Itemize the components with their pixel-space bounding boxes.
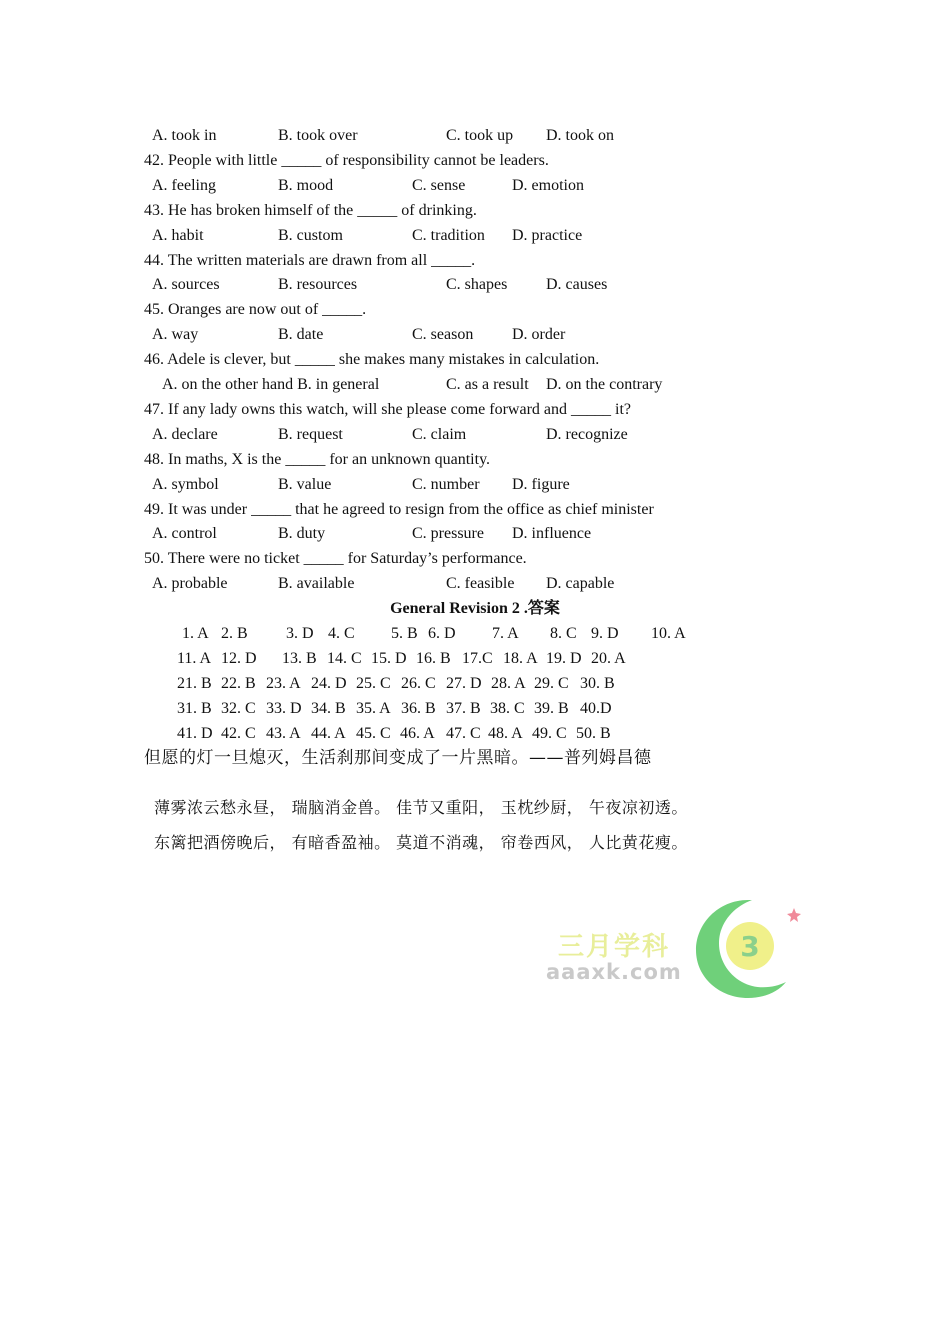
answer-item: 13. B [282, 649, 317, 667]
option-b: B. duty [278, 525, 326, 543]
answer-item: 17.C [462, 649, 493, 667]
option-b: B. date [278, 326, 324, 344]
answer-item: 46. A [400, 724, 435, 742]
quote: 但愿的灯一旦熄灭，生活刹那间变成了一片黑暗。——普列姆昌德 [144, 748, 652, 768]
option-a: A. took in [152, 127, 217, 144]
answer-item: 47. C [446, 724, 481, 742]
option-b: B. available [278, 575, 355, 593]
answer-item: 11. A [177, 649, 212, 667]
option-d: D. figure [512, 475, 570, 493]
question-text: 42. People with little _____ of responsibility cannot be leaders. [144, 151, 549, 169]
answer-item: 43. A [266, 724, 301, 742]
answer-item: 3. D [286, 625, 314, 642]
answer-item: 38. C [490, 699, 525, 717]
answer-item: 37. B [446, 699, 481, 717]
answer-item: 24. D [311, 674, 347, 692]
option-d: D. on the contrary [546, 376, 663, 393]
option-c: C. shapes [446, 276, 508, 294]
option-d: D. order [512, 326, 566, 344]
answer-item: 10. A [651, 625, 686, 642]
watermark-logo [544, 894, 806, 1004]
option-a: A. sources [152, 276, 220, 294]
option-c: C. feasible [446, 575, 515, 593]
option-a: A. habit [152, 226, 204, 244]
logo-badge-text: 3 [740, 930, 760, 963]
answer-item: 33. D [266, 699, 302, 717]
answer-item: 45. C [356, 724, 391, 742]
answer-item: 9. D [591, 625, 619, 642]
answer-item: 42. C [221, 724, 256, 742]
answer-item: 44. A [311, 724, 346, 742]
question-text: 43. He has broken himself of the _____ of drinking. [144, 201, 477, 219]
answer-item: 35. A [356, 699, 391, 717]
answer-item: 2. B [221, 625, 248, 642]
answer-item: 49. C [532, 724, 567, 742]
logo-cn-text: 三月学科 [558, 932, 671, 962]
answer-item: 36. B [401, 699, 436, 717]
answer-item: 40.D [580, 699, 612, 717]
answer-item: 8. C [550, 625, 577, 642]
option-c: C. season [412, 326, 474, 344]
option-b: B. request [278, 425, 343, 443]
answer-item: 29. C [534, 674, 569, 692]
option-a: A. way [152, 326, 199, 344]
option-c: C. number [412, 475, 480, 493]
option-d: D. recognize [546, 425, 628, 443]
answer-item: 26. C [401, 674, 436, 692]
answer-item: 48. A [488, 724, 523, 742]
option-d: D. took on [546, 127, 614, 144]
answer-item: 32. C [221, 699, 256, 717]
answer-item: 27. D [446, 674, 482, 692]
answers-title: General Revision 2 .答案 [390, 600, 560, 617]
answer-item: 14. C [327, 649, 362, 667]
answer-item: 12. D [221, 649, 257, 667]
answer-item: 31. B [177, 699, 212, 717]
question-text: 47. If any lady owns this watch, will she please come forward and _____ it? [144, 400, 631, 418]
option-c: C. tradition [412, 226, 485, 244]
question-text: 44. The written materials are drawn from all _____. [144, 251, 476, 269]
question-text: 48. In maths, X is the _____ for an unknown quantity. [144, 450, 491, 468]
answer-item: 15. D [371, 649, 407, 667]
option-b: B. value [278, 475, 332, 493]
moon-logo-icon [690, 894, 806, 1004]
answer-item: 50. B [576, 724, 611, 742]
answer-item: 1. A [182, 625, 209, 642]
question-text: 46. Adele is clever, but _____ she makes many mistakes in calculation. [144, 351, 600, 369]
question-text: 50. There were no ticket _____ for Saturday’s performance. [144, 550, 527, 568]
question-text: 49. It was under _____ that he agreed to resign from the office as chief minister [144, 500, 654, 518]
option-a: A. feeling [152, 176, 216, 194]
option-b: B. custom [278, 226, 343, 244]
answer-item: 34. B [311, 699, 346, 717]
answer-item: 39. B [534, 699, 569, 717]
answer-item: 21. B [177, 674, 212, 692]
option-a: A. declare [152, 425, 218, 443]
answer-item: 25. C [356, 674, 391, 692]
answer-item: 4. C [328, 625, 355, 642]
answer-item: 19. D [546, 649, 582, 667]
answer-item: 18. A [503, 649, 538, 667]
option-a: A. symbol [152, 475, 219, 493]
answer-item: 20. A [591, 649, 626, 667]
option-a: A. on the other hand B. in general [162, 376, 380, 393]
option-c: C. sense [412, 176, 466, 194]
answer-item: 5. B [391, 625, 418, 642]
answer-item: 28. A [491, 674, 526, 692]
option-c: C. as a result [446, 376, 529, 393]
option-c: C. pressure [412, 525, 484, 543]
option-d: D. causes [546, 276, 608, 294]
logo-url-text: aaaxk.com [546, 960, 682, 984]
poem-line-2: 东篱把酒傍晚后， 有暗香盈袖。 莫道不消魂， 帘卷西风， 人比黄花瘦。 [154, 833, 688, 852]
question-text: 45. Oranges are now out of _____. [144, 301, 367, 319]
answer-item: 22. B [221, 674, 256, 692]
option-d: D. capable [546, 575, 615, 593]
answer-item: 41. D [177, 724, 213, 742]
answer-item: 16. B [416, 649, 451, 667]
answer-item: 23. A [266, 674, 301, 692]
option-a: A. control [152, 525, 217, 543]
option-a: A. probable [152, 575, 228, 593]
poem-line-1: 薄雾浓云愁永昼， 瑞脑消金兽。 佳节又重阳， 玉枕纱厨， 午夜凉初透。 [154, 798, 688, 817]
option-b: B. resources [278, 276, 358, 294]
answer-item: 6. D [428, 625, 456, 642]
option-b: B. mood [278, 176, 334, 194]
option-d: D. influence [512, 525, 592, 543]
option-c: C. took up [446, 127, 514, 144]
option-d: D. emotion [512, 176, 584, 194]
option-b: B. took over [278, 127, 358, 144]
option-c: C. claim [412, 425, 467, 443]
answer-item: 30. B [580, 674, 615, 692]
answer-item: 7. A [492, 625, 519, 642]
option-d: D. practice [512, 226, 583, 244]
